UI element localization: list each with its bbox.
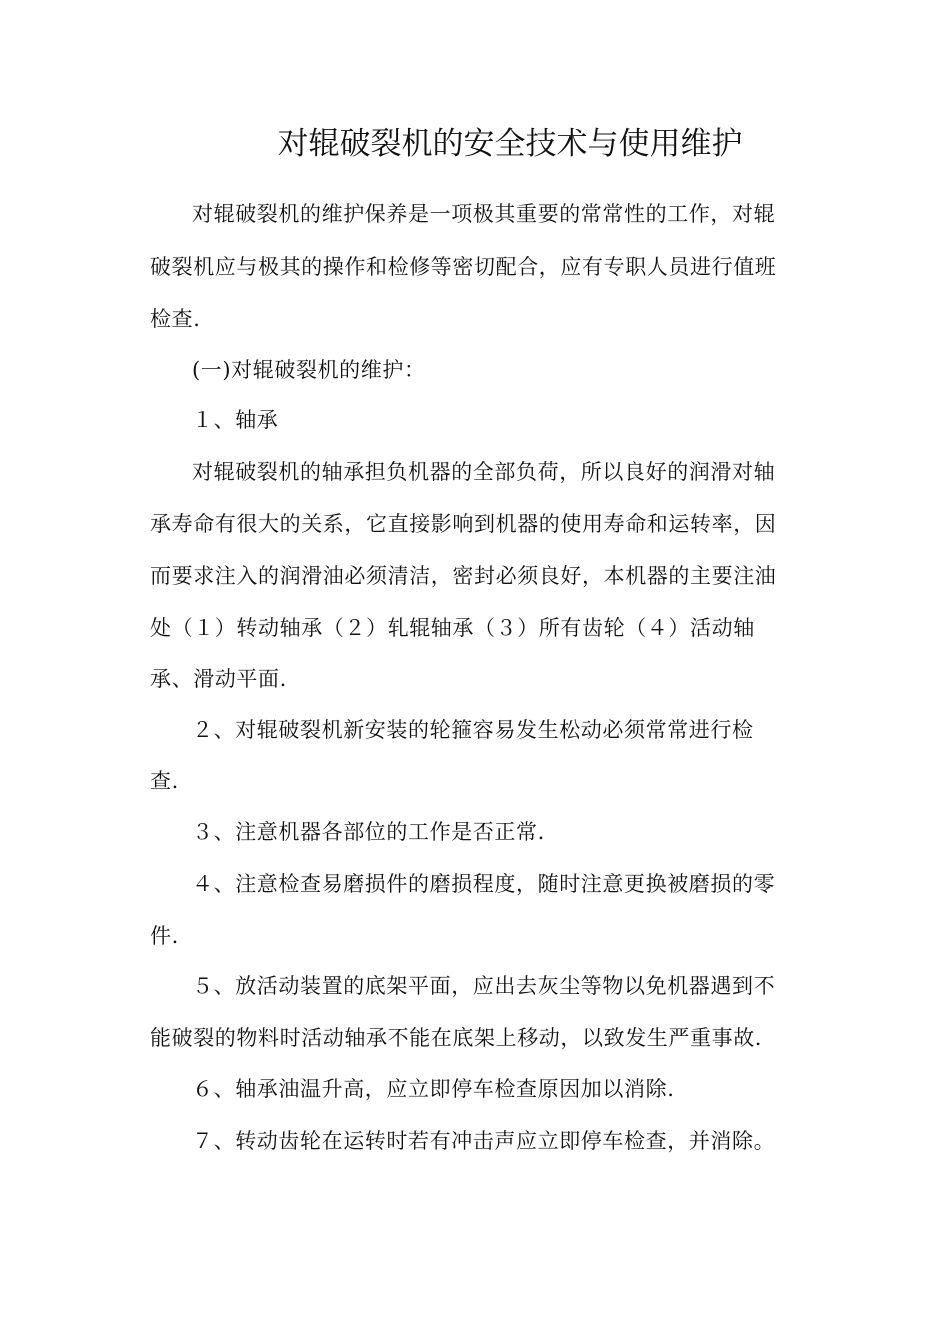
item-heading: １、轴承 bbox=[192, 408, 279, 432]
list-item-continuation: 能破裂的物料时活动轴承不能在底架上移动，以致发生严重事故. bbox=[150, 1026, 763, 1050]
paragraph-line: 承寿命有很大的关系，它直接影响到机器的使用寿命和运转率，因 bbox=[150, 512, 777, 536]
paragraph-line: 承、滑动平面. bbox=[150, 667, 287, 691]
section-heading: (一)对辊破裂机的维护： bbox=[192, 358, 426, 382]
list-item: ３、注意机器各部位的工作是否正常. bbox=[192, 820, 545, 844]
paragraph-line: 对辊破裂机的维护保养是一项极其重要的常常性的工作，对辊 bbox=[192, 202, 776, 226]
paragraph-line: 处（１）转动轴承（２）轧辊轴承（３）所有齿轮（４）活动轴 bbox=[150, 616, 755, 640]
paragraph-line: 对辊破裂机的轴承担负机器的全部负荷，所以良好的润滑对轴 bbox=[192, 460, 776, 484]
paragraph-line: 检查. bbox=[150, 307, 201, 331]
list-item: ６、轴承油温升高，应立即停车检查原因加以消除. bbox=[192, 1077, 675, 1101]
list-item: ２、对辊破裂机新安装的轮箍容易发生松动必须常常进行检 bbox=[192, 718, 754, 742]
list-item: ７、转动齿轮在运转时若有冲击声应立即停车检查，并消除。 bbox=[192, 1129, 776, 1153]
list-item-continuation: 查. bbox=[150, 769, 179, 793]
paragraph-line: 破裂机应与极其的操作和检修等密切配合，应有专职人员进行值班 bbox=[150, 255, 777, 279]
document-title: 对辊破裂机的安全技术与使用维护 bbox=[277, 126, 743, 162]
list-item-continuation: 件. bbox=[150, 924, 179, 948]
list-item: ４、注意检查易磨损件的磨损程度，随时注意更换被磨损的零 bbox=[192, 872, 776, 896]
list-item: ５、放活动装置的底架平面，应出去灰尘等物以免机器遇到不 bbox=[192, 974, 776, 998]
paragraph-line: 而要求注入的润滑油必须清洁，密封必须良好，本机器的主要注油 bbox=[150, 564, 777, 588]
